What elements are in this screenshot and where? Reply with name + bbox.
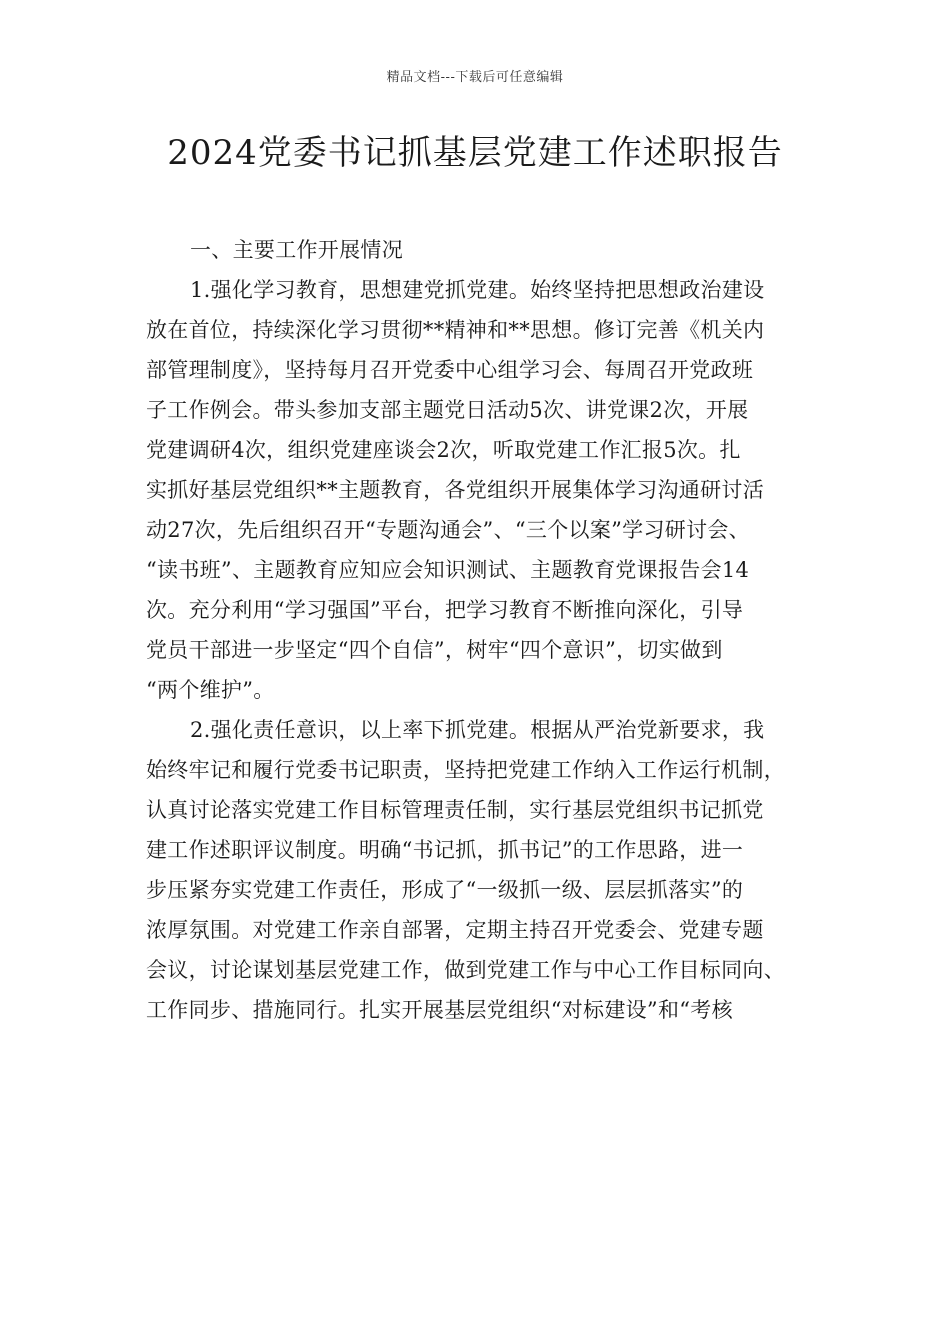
paragraph-line: 次。充分利用“学习强国”平台，把学习教育不断推向深化，引导	[146, 598, 744, 622]
paragraph-line: 党员干部进一步坚定“四个自信”，树牢“四个意识”，切实做到	[146, 638, 723, 662]
paragraph-line: 浓厚氛围。对党建工作亲自部署，定期主持召开党委会、党建专题	[146, 918, 764, 942]
document-title: 2024党委书记抓基层党建工作述职报告	[167, 133, 783, 173]
header-note: 精品文档---下载后可任意编辑	[386, 70, 564, 85]
paragraph-line: 放在首位，持续深化学习贯彻**精神和**思想。修订完善《机关内	[146, 318, 765, 342]
paragraph-line: 动27次，先后组织召开“专题沟通会”、“三个以案”学习研讨会、	[146, 518, 750, 542]
document-body	[146, 230, 806, 1030]
paragraph-line: 1.强化学习教育，思想建党抓党建。始终坚持把思想政治建设	[190, 278, 765, 302]
paragraph-line: 实抓好基层党组织**主题教育，各党组织开展集体学习沟通研讨活	[146, 478, 764, 502]
paragraph-line: 工作同步、措施同行。扎实开展基层党组织“对标建设”和“考核	[146, 998, 733, 1022]
paragraph-line: 建工作述职评议制度。明确“书记抓，抓书记”的工作思路，进一	[146, 838, 744, 862]
paragraph-line: 始终牢记和履行党委书记职责，坚持把党建工作纳入工作运行机制，	[146, 758, 785, 782]
paragraph-line: 部管理制度》，坚持每月召开党委中心组学习会、每周召开党政班	[146, 358, 754, 382]
paragraph-line: 2.强化责任意识，以上率下抓党建。根据从严治党新要求，我	[190, 718, 765, 742]
paragraph-line: 步压紧夯实党建工作责任，形成了“一级抓一级、层层抓落实”的	[146, 878, 744, 902]
paragraph-line: 子工作例会。带头参加支部主题党日活动5次、讲党课2次，开展	[146, 398, 749, 422]
paragraph-line: “两个维护”。	[146, 678, 275, 702]
paragraph-line: “读书班”、主题教育应知应会知识测试、主题教育党课报告会14	[146, 558, 750, 582]
paragraph-line: 党建调研4次，组织党建座谈会2次，听取党建工作汇报5次。扎	[146, 438, 741, 462]
section-heading: 一、主要工作开展情况	[190, 238, 403, 262]
paragraph-line: 会议，讨论谋划基层党建工作，做到党建工作与中心工作目标同向、	[146, 958, 785, 982]
paragraph-line: 认真讨论落实党建工作目标管理责任制，实行基层党组织书记抓党	[146, 798, 764, 822]
